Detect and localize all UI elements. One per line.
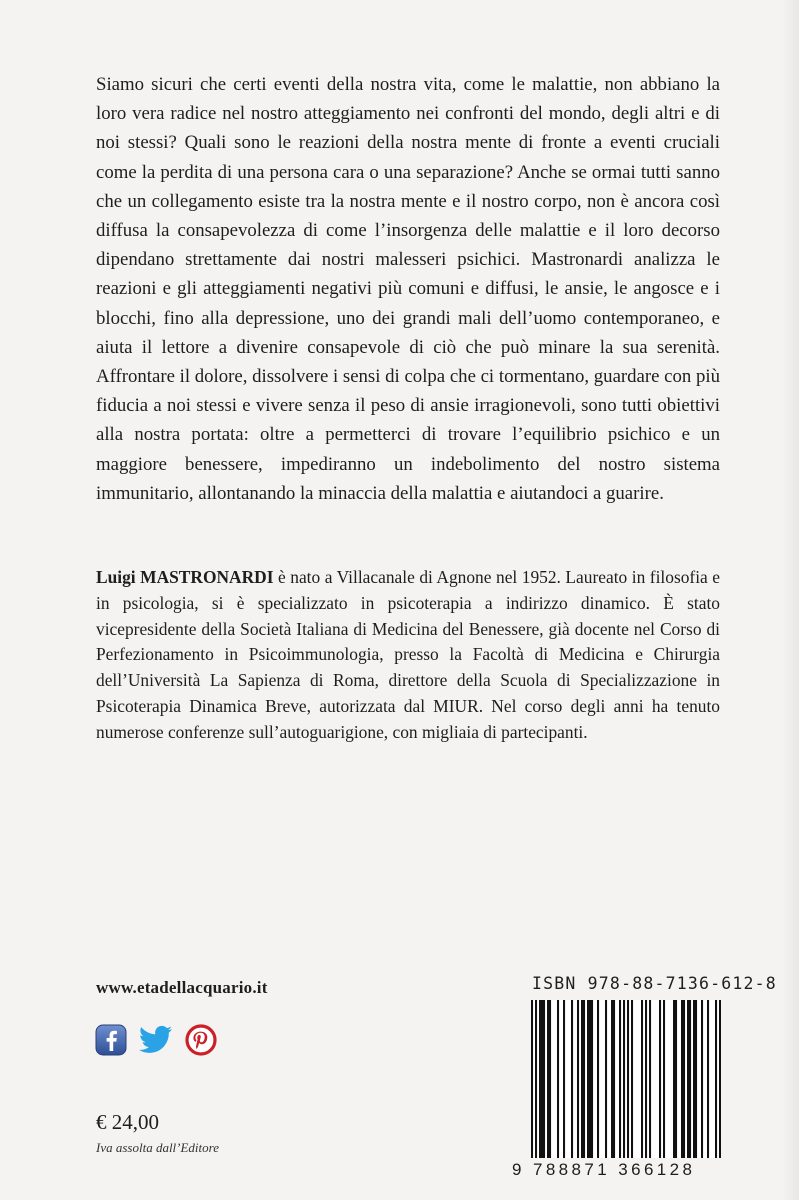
barcode-bar xyxy=(701,1000,703,1158)
barcode-bar xyxy=(539,1000,541,1158)
barcode-bar xyxy=(557,1000,559,1158)
twitter-icon[interactable] xyxy=(139,1025,173,1055)
barcode-bar xyxy=(673,1000,675,1158)
barcode-bar xyxy=(571,1000,573,1158)
barcode-bar xyxy=(611,1000,613,1158)
barcode-bar xyxy=(715,1000,717,1158)
barcode-bar xyxy=(619,1000,621,1158)
barcode-bar xyxy=(719,1000,721,1158)
barcode-bar xyxy=(589,1000,591,1158)
publisher-website-link[interactable]: www.etadellacquario.it xyxy=(96,978,268,997)
barcode-bar xyxy=(587,1000,589,1158)
barcode-bar xyxy=(591,1000,593,1158)
barcode-bar xyxy=(681,1000,683,1158)
barcode-bar xyxy=(535,1000,537,1158)
barcode-bar xyxy=(547,1000,549,1158)
barcode-bar xyxy=(627,1000,629,1158)
barcode-bar xyxy=(623,1000,625,1158)
barcode-bar xyxy=(581,1000,583,1158)
barcode-bar xyxy=(631,1000,633,1158)
barcode-bar xyxy=(543,1000,545,1158)
barcode-bar xyxy=(689,1000,691,1158)
author-bio xyxy=(96,565,720,746)
barcode-bar xyxy=(583,1000,585,1158)
isbn-label: ISBN 978-88-7136-612-8 xyxy=(532,974,777,993)
barcode-bar xyxy=(649,1000,651,1158)
barcode-bar xyxy=(645,1000,647,1158)
barcode-bar xyxy=(597,1000,599,1158)
barcode-bar xyxy=(531,1000,533,1158)
barcode-bar xyxy=(683,1000,685,1158)
barcode-bar xyxy=(577,1000,579,1158)
barcode-bar xyxy=(549,1000,551,1158)
cover-edge-shadow xyxy=(782,0,799,1200)
author-name: Luigi MASTRONARDI xyxy=(96,567,274,587)
isbn-barcode xyxy=(531,1000,721,1158)
facebook-icon[interactable] xyxy=(95,1024,127,1056)
barcode-bar xyxy=(675,1000,677,1158)
barcode-digits: 9 788871 366128 xyxy=(512,1160,696,1179)
barcode-bar xyxy=(707,1000,709,1158)
barcode-bar xyxy=(687,1000,689,1158)
book-blurb: Siamo sicuri che certi eventi della nostra vita, come le malattie, non abbiano la loro vera radice nel nostro atteggiamento nei confronti del mondo, degli altri e di noi stessi? Quali sono le reazioni della nostra mente di fronte a eventi cruciali come la perdita di una persona cara o una separazione? Anche se ormai tutti sanno che un collegamento esiste tra la nostra mente e il nostro corpo, non è ancora così diffusa la consapevolezza di come l’insorgenza delle malattie e il loro decorso dipendano strettamente dai nostri malesseri psichici. Mastronardi analizza le reazioni e gli atteggiamenti negativi più comuni e diffusi, le ansie, le angosce e i blocchi, fino alla depressione, uno dei grandi mali dell’uomo contemporaneo, e aiuta il lettore a divenire consapevole di ciò che può minare la sua serenità. Affrontare il dolore, dissolvere i sensi di colpa che ci tormentano, guardare con più fiducia a noi stessi e vivere senza il peso di ansie irragionevoli, sono tutti obiettivi alla nostra portata: oltre a permetterci di trovare l’equilibrio psichico e un maggiore benessere, impediranno un indebolimento del nostro sistema immunitario, allontanando la minaccia della malattia e aiutandoci a guarire. xyxy=(96,74,720,504)
barcode-bar xyxy=(693,1000,695,1158)
barcode-bar xyxy=(695,1000,697,1158)
pinterest-icon[interactable] xyxy=(185,1024,217,1056)
barcode-bar xyxy=(613,1000,615,1158)
author-bio-text: è nato a Villacanale di Agnone nel 1952. Laureato in filosofia e in psicologia, si è specializzato in psicoterapia a indirizzo dinamico. È stato vicepresidente della Società Italiana di Medicina del Benessere, già docente nel Corso di Perfezionamento in Psicoimmunologia, presso la Facoltà di Medicina e Chirurgia dell’Università La Sapienza di Roma, direttore della Scuola di Specializzazione in Psicoterapia Dinamica Breve, autorizzata dal MIUR. Nel corso degli anni ha tenuto numerose conferenze sull’autoguarigione, con migliaia di partecipanti. xyxy=(96,567,720,742)
barcode-bar xyxy=(659,1000,661,1158)
barcode-bar xyxy=(605,1000,607,1158)
price: € 24,00 xyxy=(96,1110,159,1134)
barcode-bar xyxy=(541,1000,543,1158)
social-icons xyxy=(95,1024,217,1056)
barcode-bar xyxy=(563,1000,565,1158)
vat-note: Iva assolta dall’Editore xyxy=(96,1140,220,1155)
barcode-bar xyxy=(663,1000,665,1158)
barcode-bar xyxy=(641,1000,643,1158)
